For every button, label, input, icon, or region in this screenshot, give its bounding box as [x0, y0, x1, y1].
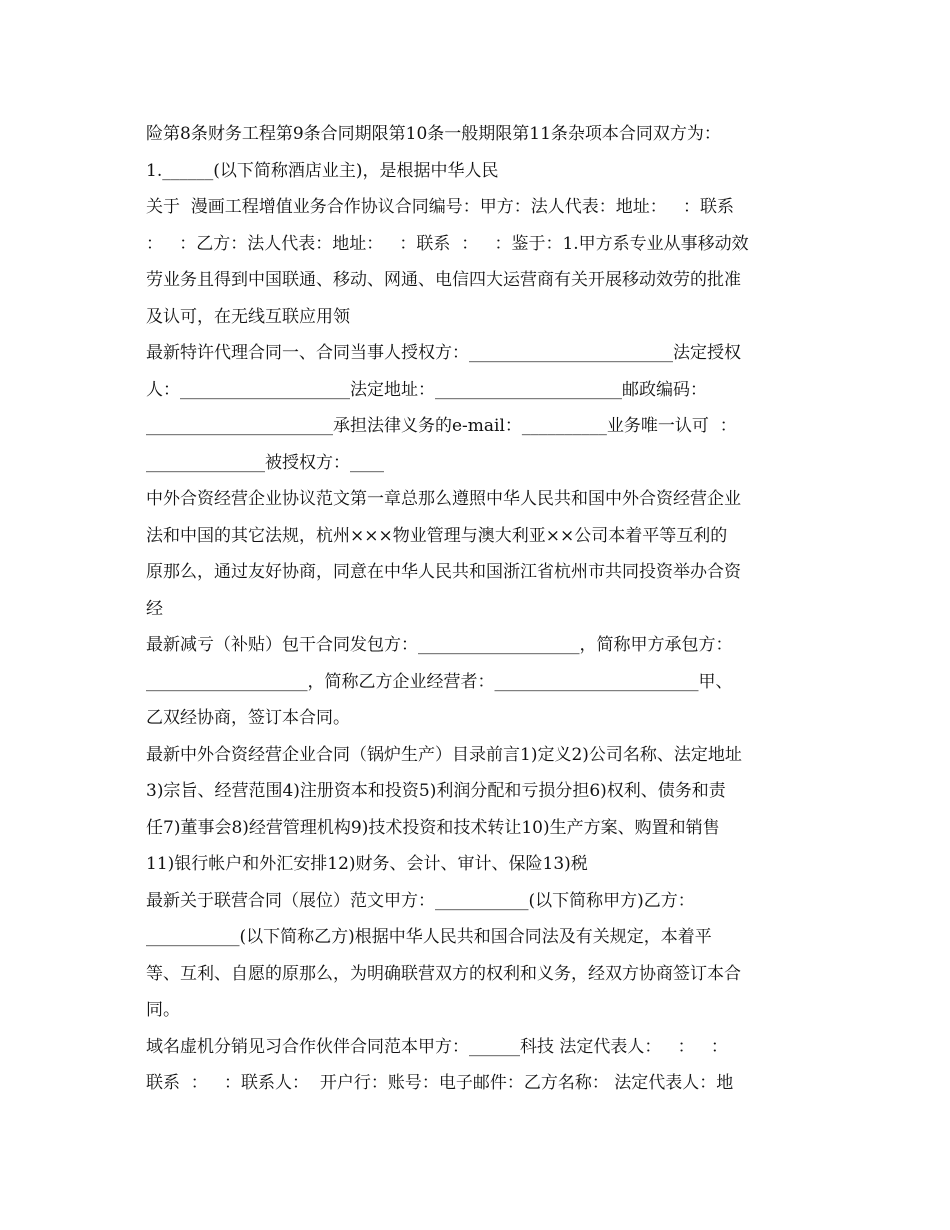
text-line: 11)银行帐户和外汇安排12)财务、会计、审计、保险13)税 [146, 854, 588, 874]
text-line: 等、互利、自愿的原那么，为明确联营双方的权利和义务，经双方协商签订本合 [146, 963, 741, 984]
text-line: 最新关于联营合同（展位）范文甲方：___________(以下简称甲方)乙方： [146, 890, 695, 911]
paragraph-comic-agreement [146, 189, 806, 335]
text-line: 最新减亏（补贴）包干合同发包方：___________________，简称甲方承包方： [146, 635, 733, 655]
text-line: 原那么，通过友好协商，同意在中华人民共和国浙江省杭州市共同投资举办合资 [146, 562, 741, 582]
text-line: 关于 漫画工程增值业务合作协议合同编号：甲方：法人代表：地址： ：联系 [146, 197, 735, 217]
paragraph-insurance-clauses [146, 116, 806, 189]
document-body [146, 116, 806, 1102]
text-line: 域名虚机分销见习合作伙伴合同范本甲方：______科技 法定代表人： ： ： [146, 1036, 728, 1057]
paragraph-franchise-contract [146, 335, 806, 481]
text-line: 最新中外合资经营企业合同（锅炉生产）目录前言1)定义2)公司名称、法定地址 [146, 744, 742, 765]
paragraph-boiler-jv-contract [146, 737, 806, 883]
text-line: 最新特许代理合同一、合同当事人授权方：________________________法定授权 [146, 343, 741, 363]
text-line: 劳业务且得到中国联通、移动、网通、电信四大运营商有关开展移动效劳的批准 [146, 270, 741, 290]
text-line: 人：____________________法定地址：______________________邮政编码： [146, 379, 707, 400]
text-line: 任7)董事会8)经营管理机构9)技术投资和技术转让10)生产方案、购置和销售 [146, 817, 720, 838]
text-line: ___________(以下简称乙方)根据中华人民共和国合同法及有关规定，本着平 [146, 927, 712, 947]
text-line: 3)宗旨、经营范围4)注册资本和投资5)利润分配和亏损分担6)权利、债务和责 [146, 781, 726, 801]
paragraph-joint-venture-agreement [146, 481, 806, 627]
text-line: 同。 [146, 1000, 180, 1020]
text-line: ______________被授权方：____ [146, 452, 384, 473]
text-line: 法和中国的其它法规，杭州×××物业管理与澳大利亚××公司本着平等互利的 [146, 525, 728, 546]
text-line: ______________________承担法律义务的e-mail：__________业务唯一认可 ： [146, 416, 737, 436]
text-line: 及认可，在无线互联应用领 [146, 306, 350, 327]
text-line: 中外合资经营企业协议范文第一章总那么遵照中华人民共和国中外合资经营企业 [146, 489, 741, 509]
text-line: 经 [146, 598, 163, 619]
paragraph-loss-reduction-contract [146, 627, 806, 737]
text-line: ： ：乙方：法人代表：地址： ：联系 ： ：鉴于：1.甲方系专业从事移动效 [146, 233, 749, 254]
paragraph-domain-reseller-contract [146, 1029, 806, 1102]
text-line: 乙双经协商，签订本合同。 [146, 708, 350, 728]
text-line: ___________________，简称乙方企业经营者：________________________甲、 [146, 671, 733, 692]
text-line: 联系 ： ：联系人： 开户行：账号：电子邮件：乙方名称： 法定代表人：地 [146, 1073, 734, 1093]
paragraph-booth-joint-contract [146, 883, 806, 1029]
text-line: 1.______(以下简称酒店业主)，是根据中华人民 [146, 160, 499, 181]
text-line: 险第8条财务工程第9条合同期限第10条一般期限第11条杂项本合同双方为： [146, 124, 721, 144]
